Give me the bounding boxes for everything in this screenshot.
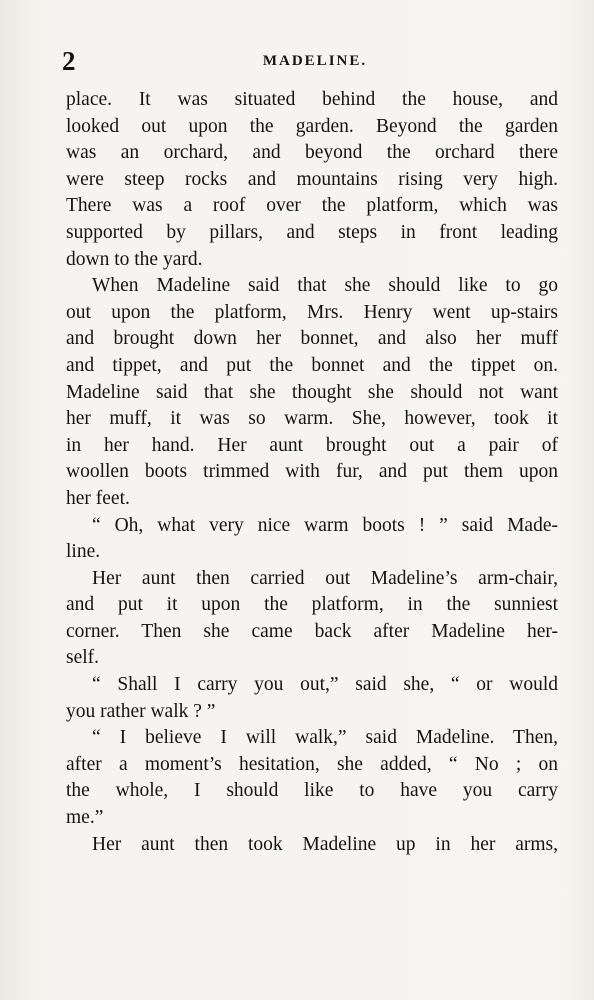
text-line: There was a roof over the platform, which was [66,195,558,217]
body-text [66,87,558,858]
page-header [62,44,558,78]
text-line: in her hand. Her aunt brought out a pair of [66,434,558,456]
running-head: MADELINE. [262,53,368,69]
text-line: down to the yard. [66,248,203,270]
text-line: out upon the platform, Mrs. Henry went up-stairs [66,301,558,323]
page-number: 2 [62,46,76,76]
text-line: self. [66,647,100,669]
text-line: you rather walk ? ” [66,700,216,722]
text-line: “ Shall I carry you out,” said she, “ or would [92,674,558,696]
text-line: When Madeline said that she should like to go [92,275,558,297]
text-line: corner. Then she came back after Madeline her- [66,620,558,642]
text-line: and put it upon the platform, in the sunniest [66,594,558,616]
text-line: after a moment’s hesitation, she added, “ No ; on [66,753,558,775]
text-line: her feet. [66,487,130,509]
text-line: supported by pillars, and steps in front leading [66,221,558,243]
text-line: was an orchard, and beyond the orchard there [66,142,558,164]
text-line: Her aunt then took Madeline up in her arms, [92,833,558,855]
text-line: line. [66,541,101,563]
text-line: “ I believe I will walk,” said Madeline. Then, [92,727,558,749]
text-line: and tippet, and put the bonnet and the tippet on. [66,354,558,376]
text-line: Her aunt then carried out Madeline’s arm-chair, [92,567,558,589]
text-line: her muff, it was so warm. She, however, took it [66,408,558,430]
text-line: place. It was situated behind the house, and [66,89,558,110]
text-line: looked out upon the garden. Beyond the garden [66,115,558,137]
text-line: the whole, I should like to have you carry [66,780,558,802]
text-line: me.” [66,807,104,829]
text-line: were steep rocks and mountains rising very high. [66,168,558,190]
text-line: woollen boots trimmed with fur, and put them upon [66,461,558,483]
text-line: “ Oh, what very nice warm boots ! ” said Made- [92,514,558,536]
text-line: Madeline said that she thought she should not want [66,381,558,403]
text-line: and brought down her bonnet, and also her muff [66,328,558,350]
